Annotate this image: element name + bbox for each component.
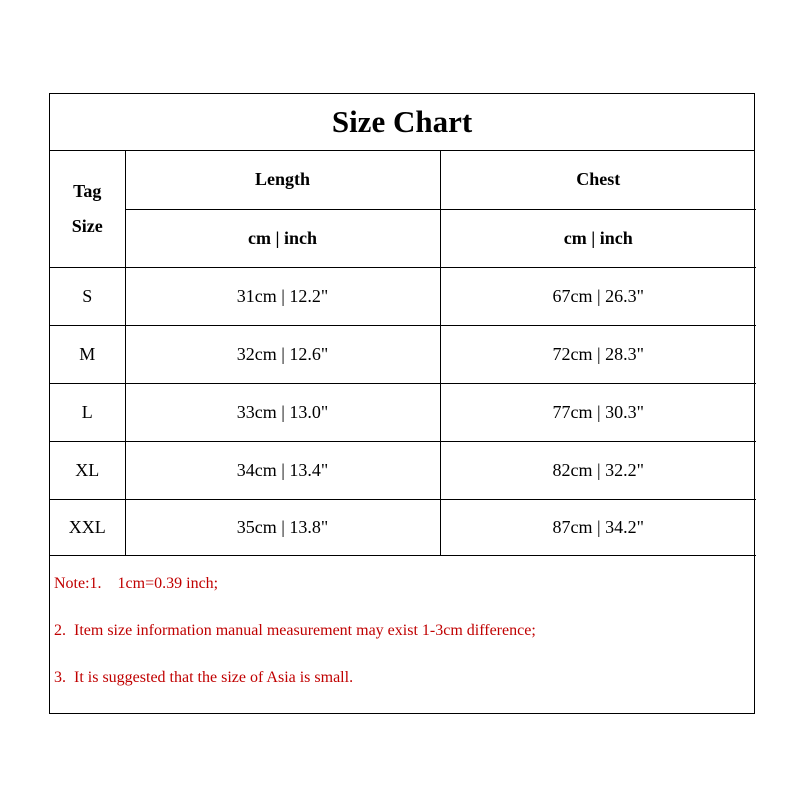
size-chart [49, 93, 755, 714]
chest-header: Chest [440, 151, 756, 209]
length-cell: 34cm | 13.4" [125, 441, 440, 499]
table-unit-row [50, 209, 756, 267]
size-cell: S [50, 267, 125, 325]
size-label: Size [71, 215, 103, 236]
chest-cell: 77cm | 30.3" [440, 383, 756, 441]
length-cell: 32cm | 12.6" [125, 325, 440, 383]
note-3: 3. It is suggested that the size of Asia is small. [54, 669, 354, 686]
size-cell: L [50, 383, 125, 441]
note-1: Note:1. 1cm=0.39 inch; [54, 575, 219, 592]
size-cell: M [50, 325, 125, 383]
length-cell: 31cm | 12.2" [125, 267, 440, 325]
chart-title: Size Chart [50, 94, 754, 151]
size-cell: XXL [50, 499, 125, 555]
length-cell: 35cm | 13.8" [125, 499, 440, 555]
table-row [50, 499, 756, 555]
length-cell: 33cm | 13.0" [125, 383, 440, 441]
table-row [50, 441, 756, 499]
length-unit-header: cm | inch [125, 209, 440, 267]
size-cell: XL [50, 441, 125, 499]
chest-cell: 82cm | 32.2" [440, 441, 756, 499]
chest-cell: 72cm | 28.3" [440, 325, 756, 383]
table-row [50, 267, 756, 325]
length-header: Length [125, 151, 440, 209]
tag-size-header [50, 151, 125, 267]
table-row [50, 383, 756, 441]
note-2: 2. Item size information manual measurement may exist 1-3cm difference; [54, 622, 536, 639]
chest-unit-header: cm | inch [440, 209, 756, 267]
table-header-row [50, 151, 756, 209]
chest-cell: 87cm | 34.2" [440, 499, 756, 555]
tag-label: Tag [73, 180, 102, 201]
chest-cell: 67cm | 26.3" [440, 267, 756, 325]
size-table [50, 151, 756, 556]
table-row [50, 325, 756, 383]
